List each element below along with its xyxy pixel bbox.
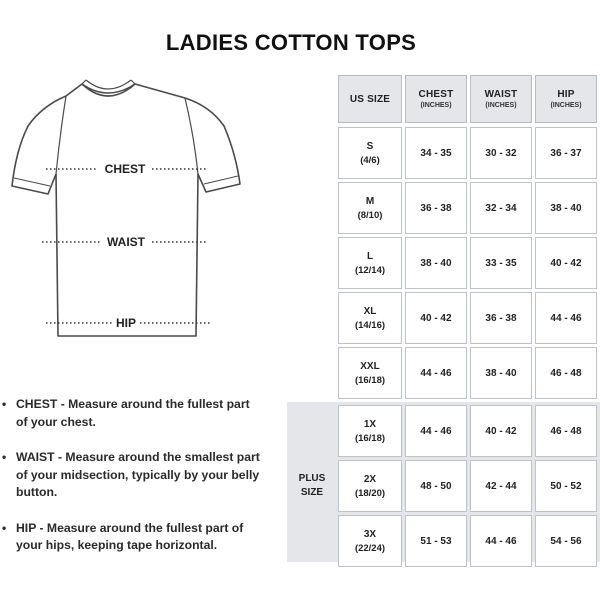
us-size-range: (22/24) (354, 542, 386, 554)
waist-measure-label: WAIST (107, 235, 145, 249)
bullet-icon: • (2, 397, 7, 411)
header-unit: (INCHES) (420, 102, 452, 109)
table-row-hip-cell: 36 - 37 (535, 127, 597, 179)
plus-row-hip-cell: 54 - 56 (535, 515, 597, 567)
table-row-waist-cell: 30 - 32 (470, 127, 532, 179)
table-row-size-xl (338, 292, 402, 344)
header-unit: (INCHES) (485, 102, 517, 109)
table-row-hip-cell: 44 - 46 (535, 292, 597, 344)
plus-size-label (289, 405, 335, 567)
table-row-size-l (338, 237, 402, 289)
waist-instruction (2, 449, 264, 502)
bullet-icon: • (2, 520, 7, 535)
size-code: 2X (363, 473, 377, 485)
header-unit: (INCHES) (550, 102, 582, 109)
us-size-range: (4/6) (360, 154, 380, 166)
table-row-hip-cell: 38 - 40 (535, 182, 597, 234)
bullet-icon: • (2, 450, 7, 464)
table-row-waist-cell: 32 - 34 (470, 182, 532, 234)
plus-row-size-3x (338, 515, 402, 567)
table-row-size-s (338, 127, 402, 179)
plus-row-chest-cell: 48 - 50 (405, 460, 467, 512)
size-code: S (366, 140, 374, 152)
table-row-chest-cell: 36 - 38 (405, 182, 467, 234)
table-row-waist-cell: 36 - 38 (470, 292, 532, 344)
table-row-chest-cell: 34 - 35 (405, 127, 467, 179)
table-header-us-size (338, 75, 402, 123)
size-code: M (365, 195, 375, 207)
us-size-range: (18/20) (354, 487, 386, 499)
us-size-range: (14/16) (354, 319, 386, 331)
plus-row-waist-cell: 42 - 44 (470, 460, 532, 512)
header-label: CHEST (418, 89, 454, 100)
size-code: 1X (363, 418, 377, 430)
hip-instruction (2, 520, 264, 555)
table-row-size-xxl (338, 347, 402, 399)
hip-measure-label: HIP (115, 316, 137, 330)
table-row-hip-cell: 46 - 48 (535, 347, 597, 399)
table-header-hip (535, 75, 597, 123)
plus-row-hip-cell: 50 - 52 (535, 460, 597, 512)
size-code: XXL (360, 360, 380, 372)
plus-row-chest-cell: 44 - 46 (405, 405, 467, 457)
table-row-chest-cell: 44 - 46 (405, 347, 467, 399)
plus-row-chest-cell: 51 - 53 (405, 515, 467, 567)
size-code: L (366, 250, 374, 262)
table-row-waist-cell: 33 - 35 (470, 237, 532, 289)
table-row-size-m (338, 182, 402, 234)
header-label: WAIST (484, 89, 518, 100)
plus-row-waist-cell: 40 - 42 (470, 405, 532, 457)
page-title: LADIES COTTON TOPS (165, 30, 417, 55)
table-row-hip-cell: 40 - 42 (535, 237, 597, 289)
tshirt-outline-icon (0, 74, 250, 346)
hip-instruction-text: HIP - Measure around the fullest part of your hips, keeping tape horizontal. (16, 520, 244, 552)
table-header-chest (405, 75, 467, 123)
chest-instruction (2, 396, 264, 431)
plus-row-size-2x (338, 460, 402, 512)
tshirt-illustration (0, 74, 250, 346)
chest-measure-label: CHEST (104, 162, 146, 176)
waist-instruction-text: WAIST - Measure around the smallest part of your midsection, typically by your belly button. (16, 450, 260, 499)
us-size-range: (8/10) (357, 209, 383, 221)
table-row-chest-cell: 38 - 40 (405, 237, 467, 289)
table-row-chest-cell: 40 - 42 (405, 292, 467, 344)
us-size-range: (12/14) (354, 264, 386, 276)
header-label: HIP (557, 89, 575, 100)
plus-row-size-1x (338, 405, 402, 457)
measuring-instructions (2, 396, 264, 573)
table-header-waist (470, 75, 532, 123)
size-code: 3X (363, 528, 377, 540)
chest-instruction-text: CHEST - Measure around the fullest part of your chest. (16, 397, 250, 429)
us-size-range: (16/18) (354, 432, 386, 444)
plus-label-line1: PLUS (298, 473, 326, 484)
plus-label-line2: SIZE (300, 487, 324, 498)
table-row-waist-cell: 38 - 40 (470, 347, 532, 399)
plus-row-waist-cell: 44 - 46 (470, 515, 532, 567)
header-label: US SIZE (349, 93, 391, 105)
plus-row-hip-cell: 46 - 48 (535, 405, 597, 457)
size-code: XL (363, 305, 377, 317)
us-size-range: (16/18) (354, 374, 386, 386)
